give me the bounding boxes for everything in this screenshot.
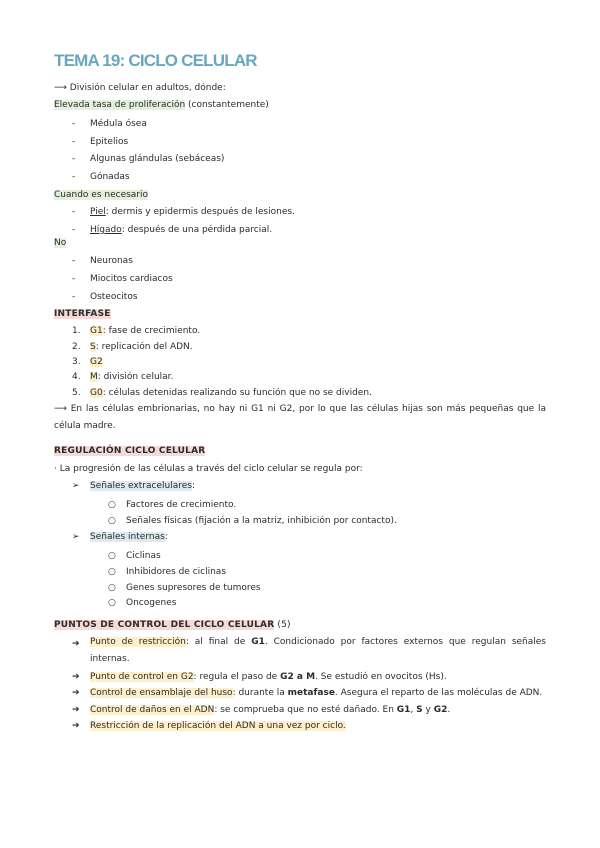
page-title: TEMA 19: CICLO CELULAR — [54, 51, 257, 70]
section-heading-regulacion — [54, 445, 205, 457]
heading-highlight: Cuando es necesario — [54, 190, 149, 200]
list-item: Algunas glándulas (sebáceas) — [90, 154, 225, 164]
checkpoint-text: y — [422, 705, 434, 715]
signal-suffix: : — [164, 532, 168, 542]
checkpoint-label: Control de daños en el ADN — [90, 705, 215, 715]
section-heading-checkpoints — [54, 619, 291, 631]
numbered-item — [90, 341, 193, 353]
checkpoint-text: . Condicionado por factores externos que regulan señales internas. — [90, 637, 546, 664]
list-item: Genes supresores de tumores — [126, 583, 261, 593]
list-item: Factores de crecimiento. — [126, 500, 237, 510]
list-item — [90, 224, 272, 236]
circle-bullet-icon: ○ — [108, 500, 116, 510]
list-item: Inhibidores de ciclinas — [126, 567, 227, 577]
list-number: 2. — [72, 342, 81, 352]
signal-label: Señales extracelulares — [90, 481, 192, 491]
arrow-bullet-icon: ➢ — [72, 481, 80, 491]
phase-description: : replicación del ADN. — [95, 342, 193, 352]
list-item: Epitelios — [90, 137, 129, 147]
dash-bullet: - — [72, 256, 76, 266]
phase-term: G1 — [90, 326, 103, 336]
checkpoint-item — [90, 671, 447, 683]
checkpoint-bold: G2 a M — [280, 672, 316, 682]
checkpoint-label: Restricción de la replicación del ADN a una vez por ciclo. — [90, 721, 346, 731]
list-item: Oncogenes — [126, 598, 177, 608]
dash-bullet: - — [72, 119, 76, 129]
numbered-item — [90, 371, 173, 383]
section-heading-proliferation — [54, 99, 269, 111]
intro-text: ⟶ División celular en adultos, dónde: — [54, 83, 226, 93]
numbered-item — [90, 387, 372, 399]
circle-bullet-icon: ○ — [108, 551, 116, 561]
phase-description: : fase de crecimiento. — [102, 326, 201, 336]
heading-suffix: (5) — [274, 620, 291, 630]
checkpoint-text: : durante la — [232, 688, 288, 698]
dash-bullet: - — [72, 207, 76, 217]
checkpoint-label: Punto de restricción — [90, 637, 186, 647]
checkpoint-bold: G1 — [396, 705, 411, 715]
section-heading-interfase — [54, 308, 111, 320]
list-item — [90, 206, 295, 218]
circle-bullet-icon: ○ — [108, 583, 116, 593]
heading-suffix: (constantemente) — [185, 100, 269, 110]
numbered-item — [90, 356, 103, 368]
heading-highlight: REGULACIÓN CICLO CELULAR — [54, 446, 206, 456]
signal-label: Señales internas — [90, 532, 165, 542]
list-item: Neuronas — [90, 256, 133, 266]
arrow-right-icon: ➔ — [72, 672, 80, 682]
heading-highlight: Elevada tasa de proliferación — [54, 100, 186, 110]
arrow-right-icon: ➔ — [72, 721, 80, 731]
dash-bullet: - — [72, 292, 76, 302]
checkpoint-label: Control de ensamblaje del huso — [90, 688, 233, 698]
checkpoint-text: . Se estudió en ovocitos (Hs). — [315, 672, 447, 682]
term: Piel — [90, 207, 106, 217]
checkpoint-item — [90, 720, 346, 732]
checkpoint-label: Punto de control en G2 — [90, 672, 194, 682]
circle-bullet-icon: ○ — [108, 598, 116, 608]
signal-suffix: : — [191, 481, 195, 491]
dash-bullet: - — [72, 225, 76, 235]
list-number: 3. — [72, 357, 81, 367]
numbered-item — [90, 325, 200, 337]
term: Hígado — [90, 225, 122, 235]
checkpoint-bold: S — [416, 705, 423, 715]
circle-bullet-icon: ○ — [108, 516, 116, 526]
section-heading-when-needed — [54, 189, 148, 201]
list-item: Ciclinas — [126, 551, 161, 561]
dash-bullet: - — [72, 137, 76, 147]
circle-bullet-icon: ○ — [108, 567, 116, 577]
checkpoint-text: . — [447, 705, 451, 715]
list-item: Médula ósea — [90, 119, 147, 129]
regulation-intro: · La progresión de las células a través del ciclo celular se regula por: — [54, 464, 363, 474]
term-description: : dermis y epidermis después de lesiones. — [105, 207, 295, 217]
checkpoint-text: , — [410, 705, 417, 715]
list-number: 4. — [72, 372, 81, 382]
checkpoint-item — [90, 634, 546, 668]
list-number: 1. — [72, 326, 81, 336]
arrow-right-icon: ➔ — [72, 639, 80, 649]
arrow-bullet-icon: ➢ — [72, 532, 80, 542]
arrow-right-icon: ➔ — [72, 705, 80, 715]
phase-description: : división celular. — [97, 372, 174, 382]
term-description: : después de una pérdida parcial. — [121, 225, 273, 235]
phase-description: : células detenidas realizando su función que no se dividen. — [102, 388, 372, 398]
heading-highlight: No — [54, 238, 67, 248]
checkpoint-item — [90, 687, 542, 699]
list-item: Gónadas — [90, 172, 130, 182]
dash-bullet: - — [72, 274, 76, 284]
embryonic-note: ⟶ En las células embrionarias, no hay ni G1 ni G2, por lo que las células hijas son más pequeñas que la célula madre. — [54, 404, 546, 431]
checkpoint-bold: G2 — [433, 705, 448, 715]
list-number: 5. — [72, 388, 81, 398]
arrow-right-icon: ➔ — [72, 688, 80, 698]
phase-term: S — [90, 342, 96, 352]
checkpoint-text: . Asegura el reparto de las moléculas de ADN. — [334, 688, 543, 698]
list-item: Señales físicas (fijación a la matriz, inhibición por contacto). — [126, 516, 397, 526]
phase-term: G0 — [90, 388, 103, 398]
checkpoint-text: : al final de — [185, 637, 252, 647]
dash-bullet: - — [72, 154, 76, 164]
checkpoint-text: : regula el paso de — [193, 672, 281, 682]
internal-signals — [90, 531, 168, 543]
checkpoint-item — [90, 704, 450, 716]
heading-highlight: PUNTOS DE CONTROL DEL CICLO CELULAR — [54, 620, 275, 630]
extracellular-signals — [90, 480, 195, 492]
list-item: Osteocitos — [90, 292, 138, 302]
heading-highlight: INTERFASE — [54, 309, 111, 319]
phase-term: G2 — [90, 357, 103, 367]
section-heading-no — [54, 237, 66, 249]
checkpoint-text: : se comprueba que no esté dañado. En — [214, 705, 397, 715]
checkpoint-bold: G1 — [251, 637, 265, 647]
phase-term: M — [90, 372, 98, 382]
checkpoint-bold: metafase — [287, 688, 335, 698]
list-item: Miocitos cardiacos — [90, 274, 173, 284]
dash-bullet: - — [72, 172, 76, 182]
